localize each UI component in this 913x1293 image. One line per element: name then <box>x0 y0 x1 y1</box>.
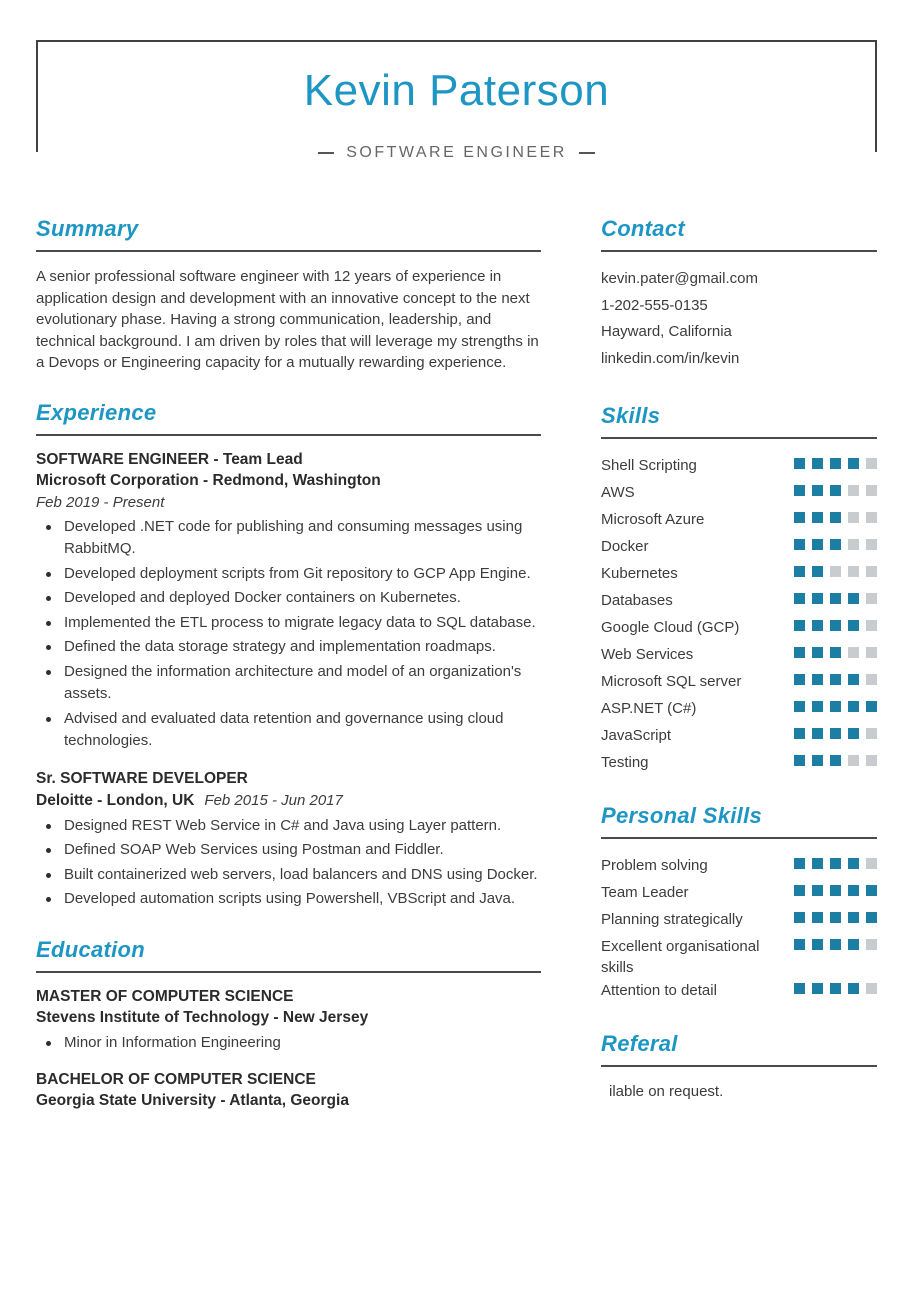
job-entry <box>36 769 541 911</box>
contact-item: 1-202-555-0135 <box>601 296 708 314</box>
job-dates: Feb 2019 - Present <box>36 493 165 511</box>
education-degree: BACHELOR OF COMPUTER SCIENCE <box>36 1071 316 1088</box>
empty-square <box>866 674 877 685</box>
summary-section <box>36 216 541 374</box>
filled-square <box>830 512 841 523</box>
filled-square <box>794 512 805 523</box>
personal-skills-section <box>601 803 877 1005</box>
filled-square <box>848 701 859 712</box>
empty-square <box>866 647 877 658</box>
bullet-item: Defined SOAP Web Services using Postman and Fiddler. <box>36 839 541 862</box>
skill-rating <box>794 723 877 739</box>
filled-square <box>812 728 823 739</box>
header <box>36 40 877 161</box>
skill-row <box>601 696 877 723</box>
filled-square <box>848 939 859 950</box>
filled-square <box>848 728 859 739</box>
filled-square <box>794 647 805 658</box>
contact-item: linkedin.com/in/kevin <box>601 350 740 368</box>
filled-square <box>830 485 841 496</box>
empty-square <box>848 539 859 550</box>
title-dash-right <box>579 152 595 154</box>
bullet-item: Defined the data storage strategy and implementation roadmaps. <box>36 636 541 659</box>
skill-rating <box>794 534 877 550</box>
empty-square <box>866 858 877 869</box>
skill-rating <box>794 880 877 896</box>
education-entry <box>36 1070 541 1112</box>
skill-row <box>601 723 877 750</box>
filled-square <box>866 912 877 923</box>
skill-label: ASP.NET (C#) <box>601 699 697 717</box>
summary-heading: Summary <box>36 216 541 252</box>
filled-square <box>794 701 805 712</box>
personal-skills-heading: Personal Skills <box>601 803 877 839</box>
empty-square <box>866 728 877 739</box>
skill-row <box>601 507 877 534</box>
skill-label: Problem solving <box>601 856 708 874</box>
skill-rating <box>794 453 877 469</box>
filled-square <box>848 912 859 923</box>
skill-row <box>601 853 877 880</box>
filled-square <box>794 912 805 923</box>
filled-square <box>830 728 841 739</box>
filled-square <box>848 674 859 685</box>
skill-label: Shell Scripting <box>601 456 697 474</box>
skill-row <box>601 534 877 561</box>
skill-row <box>601 642 877 669</box>
empty-square <box>848 755 859 766</box>
education-entries <box>36 987 541 1112</box>
filled-square <box>794 539 805 550</box>
job-company-line <box>36 471 541 492</box>
skill-row <box>601 588 877 615</box>
skill-row <box>601 934 877 978</box>
empty-square <box>848 647 859 658</box>
filled-square <box>848 620 859 631</box>
sidebar-column <box>601 216 877 1138</box>
filled-square <box>830 701 841 712</box>
skill-label: Planning strategically <box>601 910 743 928</box>
filled-square <box>848 458 859 469</box>
summary-text: A senior professional software engineer with 12 years of experience in application design and development with an innovative concept to the next evolutionary phase. Having a strong communication, leadership, and technical background. I am driven by roles that will leverage my strengths in a Devops or Engineering capacity for a mutually rewarding experience. <box>36 268 539 372</box>
skill-label: Google Cloud (GCP) <box>601 618 740 636</box>
filled-square <box>848 858 859 869</box>
empty-square <box>866 620 877 631</box>
empty-square <box>866 566 877 577</box>
filled-square <box>830 858 841 869</box>
contact-item: Hayward, California <box>601 323 732 341</box>
personal-skills-list <box>601 853 877 1005</box>
filled-square <box>794 458 805 469</box>
skill-row <box>601 978 877 1005</box>
skill-label: Team Leader <box>601 883 689 901</box>
empty-square <box>866 512 877 523</box>
filled-square <box>794 485 805 496</box>
experience-section <box>36 400 541 911</box>
referral-text: ilable on request. <box>609 1082 724 1100</box>
filled-square <box>830 674 841 685</box>
skill-rating <box>794 588 877 604</box>
content-columns <box>36 216 877 1138</box>
filled-square <box>794 728 805 739</box>
skill-row <box>601 750 877 777</box>
skill-label: Docker <box>601 537 649 555</box>
filled-square <box>812 539 823 550</box>
empty-square <box>866 539 877 550</box>
filled-square <box>830 539 841 550</box>
bullet-item: Advised and evaluated data retention and governance using cloud technologies. <box>36 708 541 753</box>
skill-rating <box>794 696 877 712</box>
referral-section <box>601 1031 877 1104</box>
empty-square <box>866 983 877 994</box>
filled-square <box>830 983 841 994</box>
bullet-item: Developed deployment scripts from Git repository to GCP App Engine. <box>36 563 541 586</box>
job-title: Sr. SOFTWARE DEVELOPER <box>36 769 248 787</box>
education-school: Georgia State University - Atlanta, Georgia <box>36 1091 349 1109</box>
skill-row <box>601 561 877 588</box>
filled-square <box>812 674 823 685</box>
filled-square <box>848 983 859 994</box>
skill-row <box>601 615 877 642</box>
job-bullets <box>36 516 541 753</box>
filled-square <box>812 458 823 469</box>
filled-square <box>794 755 805 766</box>
filled-square <box>848 593 859 604</box>
filled-square <box>812 593 823 604</box>
skill-label: Microsoft Azure <box>601 510 705 528</box>
contact-item: kevin.pater@gmail.com <box>601 270 758 287</box>
filled-square <box>848 885 859 896</box>
bullet-item: Minor in Information Engineering <box>36 1032 541 1055</box>
contact-heading: Contact <box>601 216 877 252</box>
empty-square <box>866 458 877 469</box>
title-dash-left <box>318 152 334 154</box>
referral-heading: Referal <box>601 1031 877 1067</box>
skill-label: Attention to detail <box>601 981 717 999</box>
skill-label: Excellent organisational skills <box>601 937 760 976</box>
filled-square <box>812 912 823 923</box>
skill-label: AWS <box>601 483 635 501</box>
filled-square <box>812 566 823 577</box>
empty-square <box>866 485 877 496</box>
skill-rating <box>794 561 877 577</box>
skill-rating <box>794 480 877 496</box>
skill-rating <box>794 934 877 950</box>
job-entry <box>36 450 541 753</box>
jobs <box>36 450 541 911</box>
filled-square <box>866 885 877 896</box>
skill-row <box>601 907 877 934</box>
skill-label: JavaScript <box>601 726 672 744</box>
main-column <box>36 216 541 1138</box>
empty-square <box>866 755 877 766</box>
filled-square <box>794 983 805 994</box>
filled-square <box>830 912 841 923</box>
skill-label: Kubernetes <box>601 564 678 582</box>
education-school: Stevens Institute of Technology - New Jersey <box>36 1008 369 1026</box>
job-dates: Feb 2015 - Jun 2017 <box>204 791 343 809</box>
filled-square <box>830 647 841 658</box>
skill-rating <box>794 669 877 685</box>
filled-square <box>794 566 805 577</box>
empty-square <box>866 593 877 604</box>
filled-square <box>830 939 841 950</box>
filled-square <box>812 858 823 869</box>
skill-label: Databases <box>601 591 673 609</box>
skills-section <box>601 403 877 777</box>
skill-rating <box>794 615 877 631</box>
filled-square <box>794 620 805 631</box>
empty-square <box>848 512 859 523</box>
job-bullets <box>36 815 541 911</box>
job-title-row <box>38 144 875 162</box>
filled-square <box>830 593 841 604</box>
skill-rating <box>794 507 877 523</box>
filled-square <box>812 512 823 523</box>
skill-row <box>601 880 877 907</box>
experience-heading: Experience <box>36 400 541 436</box>
education-degree: MASTER OF COMPUTER SCIENCE <box>36 987 294 1005</box>
contact-items <box>601 266 877 373</box>
filled-square <box>812 647 823 658</box>
skill-rating <box>794 978 877 994</box>
job-company: Microsoft Corporation - Redmond, Washington <box>36 471 381 489</box>
skill-label: Web Services <box>601 645 694 663</box>
filled-square <box>794 593 805 604</box>
filled-square <box>794 858 805 869</box>
filled-square <box>812 885 823 896</box>
skill-rating <box>794 853 877 869</box>
education-bullets <box>36 1032 541 1055</box>
skill-rating <box>794 642 877 658</box>
person-job-title: SOFTWARE ENGINEER <box>346 144 567 161</box>
filled-square <box>812 485 823 496</box>
filled-square <box>812 983 823 994</box>
skill-rating <box>794 750 877 766</box>
filled-square <box>794 939 805 950</box>
education-entry <box>36 987 541 1054</box>
education-section <box>36 937 541 1112</box>
filled-square <box>794 885 805 896</box>
bullet-item: Implemented the ETL process to migrate legacy data to SQL database. <box>36 612 541 635</box>
skill-label: Microsoft SQL server <box>601 672 742 690</box>
education-heading: Education <box>36 937 541 973</box>
bullet-item: Built containerized web servers, load balancers and DNS using Docker. <box>36 864 541 887</box>
filled-square <box>830 620 841 631</box>
job-title: SOFTWARE ENGINEER - Team Lead <box>36 450 303 468</box>
bullet-item: Developed and deployed Docker containers on Kubernetes. <box>36 587 541 610</box>
empty-square <box>830 566 841 577</box>
empty-square <box>848 566 859 577</box>
skill-label: Testing <box>601 753 649 771</box>
empty-square <box>848 485 859 496</box>
filled-square <box>794 674 805 685</box>
filled-square <box>866 701 877 712</box>
filled-square <box>830 885 841 896</box>
filled-square <box>812 755 823 766</box>
empty-square <box>866 939 877 950</box>
filled-square <box>830 458 841 469</box>
filled-square <box>830 755 841 766</box>
bullet-item: Developed .NET code for publishing and consuming messages using RabbitMQ. <box>36 516 541 561</box>
job-company: Deloitte - London, UK <box>36 791 195 809</box>
bullet-item: Developed automation scripts using Powershell, VBScript and Java. <box>36 888 541 911</box>
bullet-item: Designed the information architecture and model of an organization's assets. <box>36 661 541 706</box>
filled-square <box>812 701 823 712</box>
filled-square <box>812 620 823 631</box>
skill-rating <box>794 907 877 923</box>
skills-heading: Skills <box>601 403 877 439</box>
skill-row <box>601 669 877 696</box>
contact-section <box>601 216 877 373</box>
job-company-line <box>36 790 541 812</box>
skills-list <box>601 453 877 777</box>
filled-square <box>812 939 823 950</box>
bullet-item: Designed REST Web Service in C# and Java using Layer pattern. <box>36 815 541 838</box>
skill-row <box>601 480 877 507</box>
skill-row <box>601 453 877 480</box>
person-name: Kevin Paterson <box>303 66 610 115</box>
